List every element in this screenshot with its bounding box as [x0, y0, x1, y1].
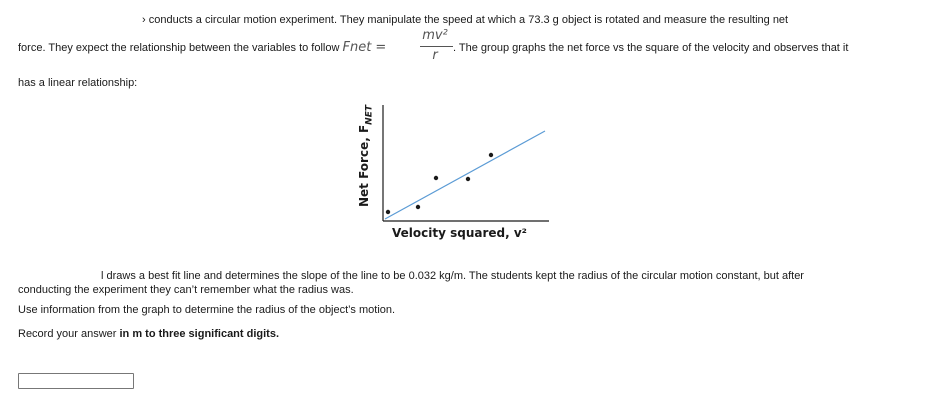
record-answer-prefix: Record your answer: [18, 328, 120, 340]
data-point: [489, 153, 493, 157]
y-axis-label-subscript: NET: [364, 105, 375, 125]
x-axis-label: Velocity squared, v²: [392, 226, 527, 240]
problem-para-2-line-1: l draws a best fit line and determines the slope of the line to be 0.032 kg/m. The students kept the radius of the circular motion constant, but after: [101, 270, 804, 282]
problem-line-2-before: force. They expect the relationship between the variables to follow: [18, 42, 343, 54]
data-point: [466, 177, 470, 181]
problem-line-3: has a linear relationship:: [18, 77, 138, 89]
formula-fraction-bar: [420, 46, 453, 47]
data-point: [434, 176, 438, 180]
problem-line-2: [18, 41, 386, 55]
best-fit-line: [385, 131, 545, 219]
problem-line-1: › conducts a circular motion experiment. They manipulate the speed at which a 73.3 g object is rotated and measure the resulting net: [142, 14, 789, 26]
formula-lhs: Fnet =: [342, 40, 387, 55]
formula-denominator: r: [432, 48, 438, 63]
problem-instruction: Use information from the graph to determine the radius of the object’s motion.: [18, 304, 396, 316]
data-point: [386, 210, 390, 214]
problem-line-2-after: . The group graphs the net force vs the square of the velocity and observes that it: [453, 42, 849, 54]
record-answer-bold: in m to three significant digits.: [119, 328, 280, 340]
force-vs-velocity-squared-graph: [355, 95, 555, 255]
data-point: [416, 205, 420, 209]
problem-para-2-line-2: conducting the experiment they can’t remember what the radius was.: [18, 284, 354, 296]
record-answer-text: [18, 327, 279, 341]
formula-numerator: mv²: [422, 28, 448, 43]
y-axis-label-text: Net Force, F: [357, 124, 371, 207]
answer-input[interactable]: [18, 373, 134, 389]
